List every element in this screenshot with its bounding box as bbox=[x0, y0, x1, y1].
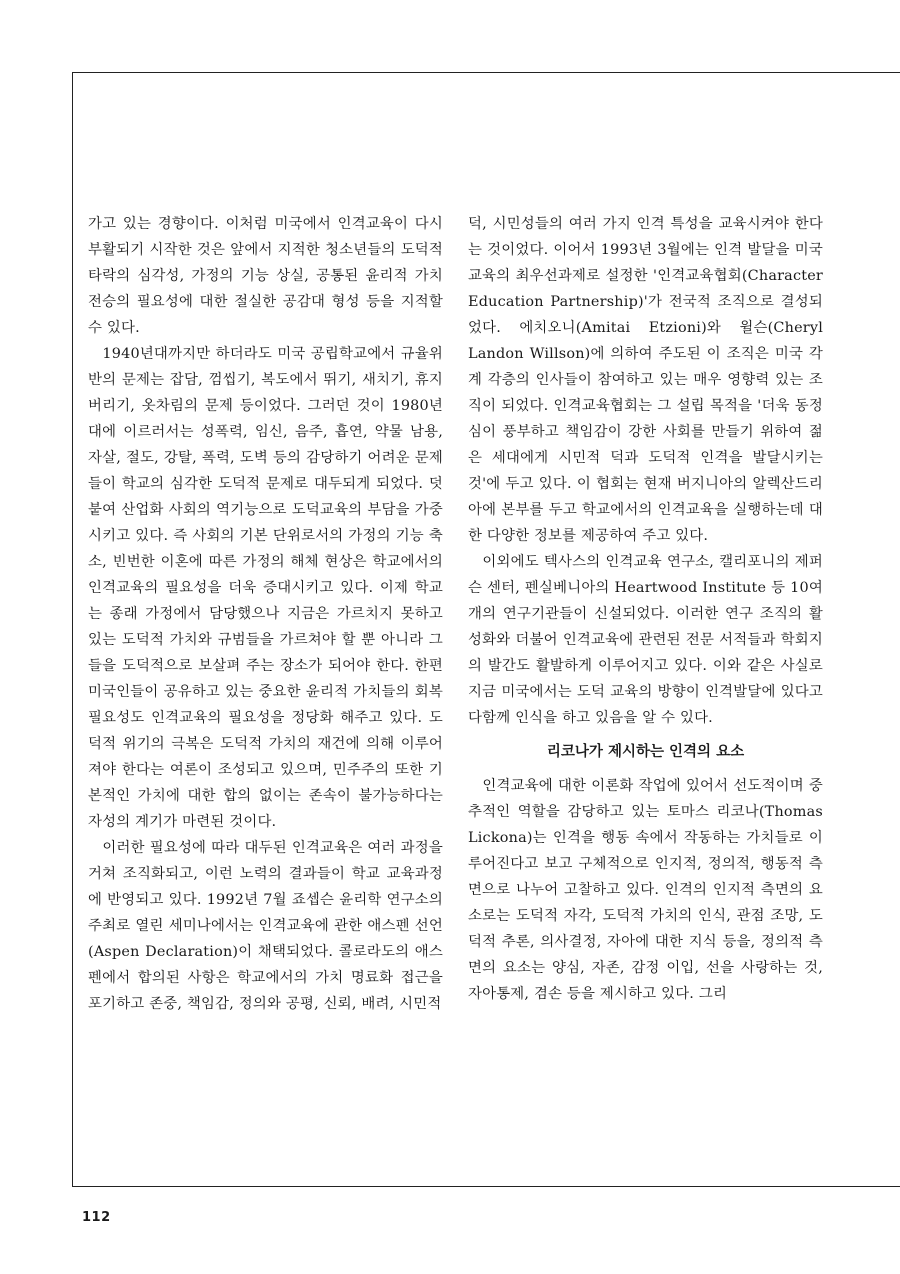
left-paragraph-1: 가고 있는 경향이다. 이처럼 미국에서 인격교육이 다시 부활되기 시작한 것은 앞에서 지적한 청소년들의 도덕적 타락의 심각성, 가정의 기능 상실, 공통된 윤리적 가치 전승의 필요성에 대한 절실한 공감대 형성 등을 지적할 수 있다. bbox=[88, 216, 443, 336]
left-paragraph-2: 1940년대까지만 하더라도 미국 공립학교에서 규율위반의 문제는 잡담, 껌씹기, 복도에서 뛰기, 새치기, 휴지버리기, 옷차림의 문제 등이었다. 그러던 것이 1980년대에 이르러서는 성폭력, 임신, 음주, 흡연, 약물 남용, 자살, 절도, 강탈, 폭력, 도벽 등의 감당하기 어려운 문제들이 학교의 심각한 도덕적 문제로 대두되게 되었다. 덧붙여 산업화 사회의 역기능으로 도덕교육의 부담을 가중시키고 있다. 즉 사회의 기본 단위로서의 가정의 기능 축소, 빈번한 이혼에 따른 가정의 해체 현상은 학교에서의 인격교육의 필요성을 더욱 증대시키고 있다. 이제 학교는 종래 가정에서 담당했으나 지금은 가르치지 못하고 있는 도덕적 가치와 규범들을 가르쳐야 할 뿐 아니라 그들을 도덕적으로 보살펴 주는 장소가 되어야 한다. 한편 미국인들이 공유하고 있는 중요한 윤리적 가치들의 회복 필요성도 인격교육의 필요성을 정당화 해주고 있다. 도덕적 위기의 극복은 도덕적 가치의 재건에 의해 이루어져야 한다는 여론이 조성되고 있으며, 민주주의 또한 기본적인 가치에 대한 합의 없이는 존속이 불가능하다는 자성의 계기가 마련된 것이다. bbox=[88, 346, 443, 830]
section-heading: 리코나가 제시하는 인격의 요소 bbox=[546, 744, 745, 760]
page-frame-left-rule bbox=[72, 72, 73, 1186]
page-frame-top-rule bbox=[72, 72, 900, 73]
left-paragraph-3: 이러한 필요성에 따라 대두된 인격교육은 여러 과정을 거쳐 조직화되고, 이런 노력의 결과들이 학교 교육과정에 반영되고 있다. 1992년 7월 죠셉슨 윤리학 연구소의 주최로 열린 세미나에서는 인격교육에 관한 애스펜 선언(Aspen Declaration)이 채택되었다. 콜로라도의 애스펜에서 합의된 사항은 학교에서의 가치 명료화 접근을 포기하고 존중, 책임감, 정의와 공평, 신뢰, 배려, 시민적 bbox=[88, 840, 443, 1012]
page-number: 112 bbox=[82, 1210, 111, 1225]
left-text-column bbox=[88, 211, 443, 1017]
right-paragraph-2: 이외에도 텍사스의 인격교육 연구소, 캘리포니의 제퍼슨 센터, 펜실베니아의 Heartwood Institute 등 10여개의 연구기관들이 신설되었다. 이러한 연구 조직의 활성화와 더불어 인격교육에 관련된 전문 서적들과 학회지의 발간도 활발하게 이루어지고 있다. 이와 같은 사실로 지금 미국에서는 도덕 교육의 방향이 인격발달에 있다고 다함께 인식을 하고 있음을 알 수 있다. bbox=[468, 554, 823, 726]
right-text-column bbox=[468, 211, 823, 1007]
page-frame-bottom-rule bbox=[72, 1186, 900, 1187]
right-paragraph-3: 인격교육에 대한 이론화 작업에 있어서 선도적이며 중추적인 역할을 감당하고 있는 토마스 리코나(Thomas Lickona)는 인격을 행동 속에서 작동하는 가치들로 이루어진다고 보고 구체적으로 인지적, 정의적, 행동적 측면으로 나누어 고찰하고 있다. 인격의 인지적 측면의 요소로는 도덕적 자각, 도덕적 가치의 인식, 관점 조망, 도덕적 추론, 의사결정, 자아에 대한 지식 등을, 정의적 측면의 요소는 양심, 자존, 감정 이입, 선을 사랑하는 것, 자아통제, 겸손 등을 제시하고 있다. 그리 bbox=[468, 778, 823, 1002]
right-paragraph-1: 덕, 시민성들의 여러 가지 인격 특성을 교육시켜야 한다는 것이었다. 이어서 1993년 3월에는 인격 발달을 미국 교육의 최우선과제로 설정한 '인격교육협회(Character Education Partnership)'가 전국적 조직으로 결성되었다. 에치오니(Amitai Etzioni)와 윌슨(Cheryl Landon Willson)에 의하여 주도된 이 조직은 미국 각계 각층의 인사들이 참여하고 있는 매우 영향력 있는 조직이 되었다. 인격교육협회는 그 설립 목적을 '더욱 동정심이 풍부하고 책임감이 강한 사회를 만들기 위하여 젊은 세대에게 시민적 덕과 도덕적 인격을 발달시키는 것'에 두고 있다. 이 협회는 현재 버지니아의 알렉산드리아에 본부를 두고 학교에서의 인격교육을 실행하는데 대한 다양한 정보를 제공하여 주고 있다. bbox=[468, 216, 823, 544]
